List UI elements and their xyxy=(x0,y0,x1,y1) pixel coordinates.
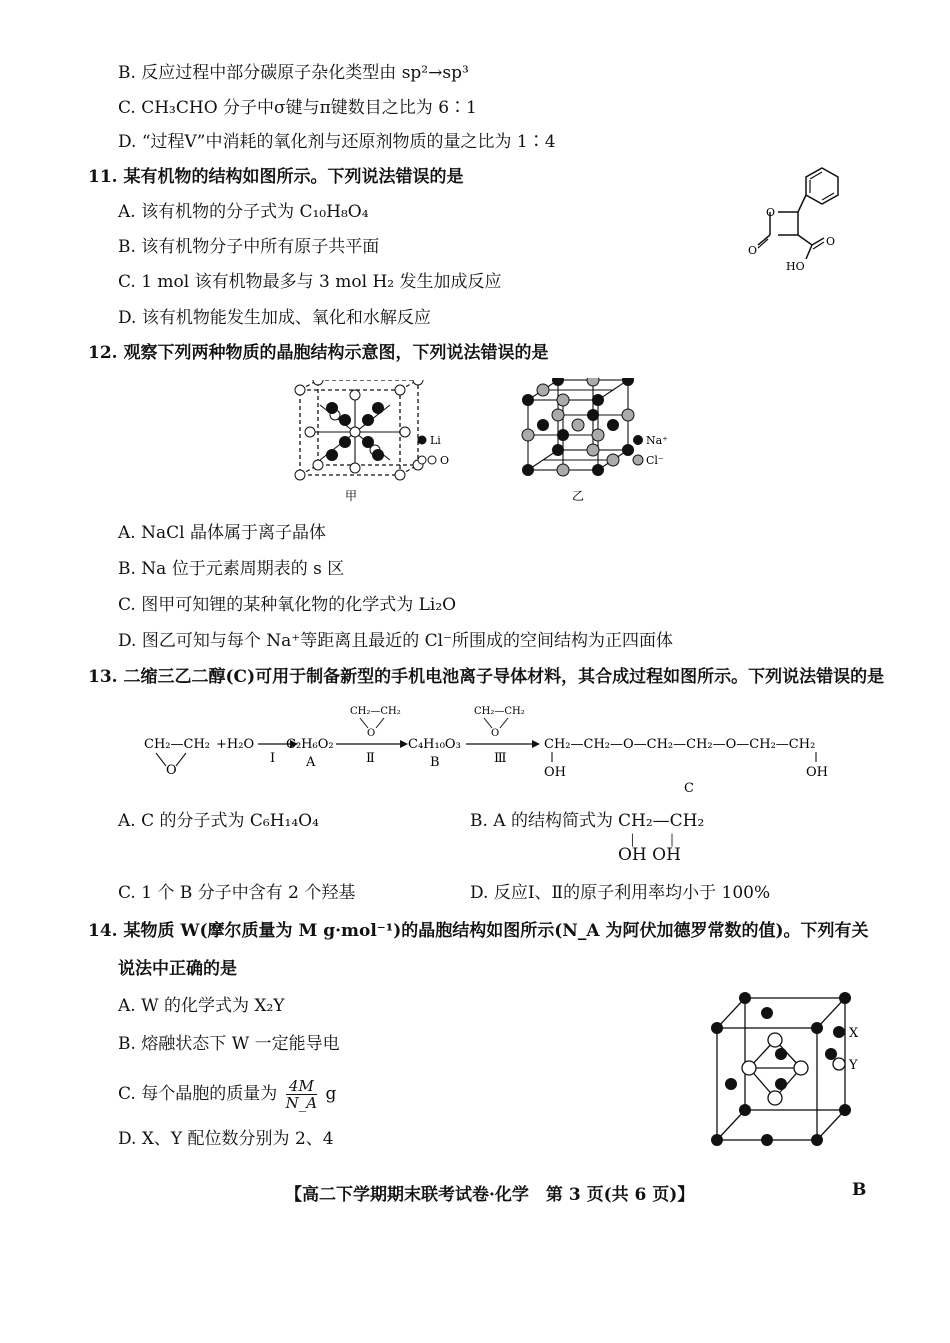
q11-stem: 11. 某有机物的结构如图所示。下列说法错误的是 xyxy=(88,167,464,187)
q14-option-a: A. W 的化学式为 X₂Y xyxy=(118,996,285,1016)
q13-c-label: C xyxy=(684,781,694,796)
q10-option-d: D. “过程Ⅴ”中消耗的氧化剂与还原剂物质的量之比为 1∶4 xyxy=(118,132,556,152)
q14-stem: 14. 某物质 W(摩尔质量为 M g·mol⁻¹)的晶胞结构如图所示(N_A 为阿伏加德罗常数的值)。下列有关 xyxy=(88,921,869,941)
q12-option-c: C. 图甲可知锂的某种氧化物的化学式为 Li₂O xyxy=(118,595,457,615)
q12-yi-caption: 乙 xyxy=(572,489,585,503)
q14-unit-cell-figure xyxy=(705,988,865,1153)
q13-reagent-2-oxygen: O xyxy=(491,728,500,739)
q13-stem: 13. 二缩三乙二醇(C)可用于制备新型的手机电池离子导体材料，其合成过程如图所示。下列说法错误的是 xyxy=(88,667,885,687)
q13-option-d: D. 反应Ⅰ、Ⅱ的原子利用率均小于 100% xyxy=(470,883,771,903)
q11-acid-oxygen: O xyxy=(826,235,836,248)
q12-figure-jia xyxy=(290,380,460,505)
q12-option-a: A. NaCl 晶体属于离子晶体 xyxy=(118,523,326,543)
q13-option-c: C. 1 个 B 分子中含有 2 个羟基 xyxy=(118,883,356,903)
q13-step3: Ⅲ xyxy=(494,751,507,766)
q13-a-formula: C₂H₆O₂ xyxy=(286,737,334,752)
q12-figure-yi xyxy=(518,378,678,506)
q14-legend-x: X xyxy=(849,1026,859,1041)
q10-option-c: C. CH₃CHO 分子中σ键与π键数目之比为 6∶1 xyxy=(118,98,477,118)
q13-plus-water: +H₂O xyxy=(216,737,255,752)
q13-option-b: B. A 的结构简式为 xyxy=(470,811,613,831)
q13-c-oh-left: OH xyxy=(544,765,566,780)
q12-option-d: D. 图乙可知与每个 Na⁺等距离且最近的 Cl⁻所围成的空间结构为正四面体 xyxy=(118,631,674,651)
q13-step1: Ⅰ xyxy=(270,751,276,766)
q13-scheme xyxy=(138,700,848,800)
q11-option-c: C. 1 mol 该有机物最多与 3 mol H₂ 发生加成反应 xyxy=(118,272,502,292)
q12-yi-legend-cl: Cl⁻ xyxy=(646,454,664,467)
q11-option-a: A. 该有机物的分子式为 C₁₀H₈O₄ xyxy=(118,202,369,222)
q12-jia-legend-li: Li xyxy=(430,434,441,447)
q12-yi-legend-na: Na⁺ xyxy=(646,434,668,447)
q14-stem-line2: 说法中正确的是 xyxy=(118,959,237,979)
q10-option-b: B. 反应过程中部分碳原子杂化类型由 sp²→sp³ xyxy=(118,63,469,83)
q14-option-c xyxy=(118,1078,336,1111)
q14-option-b: B. 熔融状态下 W 一定能导电 xyxy=(118,1034,340,1054)
q13-start-oxygen: O xyxy=(166,763,177,778)
q14-fraction-denominator: N_A xyxy=(285,1094,318,1112)
q13-option-a: A. C 的分子式为 C₆H₁₄O₄ xyxy=(118,811,319,831)
q13-c-formula: CH₂—CH₂—O—CH₂—CH₂—O—CH₂—CH₂ xyxy=(544,737,816,752)
q13-step2: Ⅱ xyxy=(366,751,375,766)
q13-b-label: B xyxy=(430,755,440,770)
q12-option-b: B. Na 位于元素周期表的 s 区 xyxy=(118,559,345,579)
q13-b-formula: C₄H₁₀O₃ xyxy=(408,737,461,752)
q12-jia-legend-o: O xyxy=(440,454,450,467)
q11-option-d: D. 该有机物能发生加成、氧化和水解反应 xyxy=(118,308,431,328)
q12-stem: 12. 观察下列两种物质的晶胞结构示意图，下列说法错误的是 xyxy=(88,343,549,363)
paper-version: B xyxy=(852,1180,867,1200)
q11-acid-oh: HO xyxy=(786,260,805,273)
q14-option-c-unit: g xyxy=(325,1084,337,1104)
q11-ring-oxygen: O xyxy=(766,206,776,219)
q13-start: CH₂—CH₂ xyxy=(144,737,210,752)
q13-option-b-bonds: │ │ xyxy=(629,834,676,847)
q13-reagent-1-oxygen: O xyxy=(367,728,376,739)
q12-jia-caption: 甲 xyxy=(345,489,358,503)
q14-option-d: D. X、Y 配位数分别为 2、4 xyxy=(118,1129,334,1149)
q14-option-c-text: C. 每个晶胞的质量为 xyxy=(118,1084,278,1104)
q13-option-b-structure: CH₂—CH₂ xyxy=(618,811,705,831)
q14-legend-y: Y xyxy=(849,1058,858,1073)
q13-option-b-oh: OH OH xyxy=(618,845,681,865)
q13-a-label: A xyxy=(306,755,316,770)
q14-fraction-numerator: 4M xyxy=(286,1078,317,1095)
q11-structure-figure xyxy=(740,160,850,280)
q14-mass-fraction xyxy=(286,1078,317,1111)
q13-reagent-2: CH₂—CH₂ xyxy=(474,706,525,717)
page-footer: 【高二下学期期末联考试卷·化学 第 3 页(共 6 页)】 xyxy=(285,1185,695,1205)
q11-option-b: B. 该有机物分子中所有原子共平面 xyxy=(118,237,380,257)
q11-ketone-oxygen: O xyxy=(748,244,758,257)
q13-c-oh-right: OH xyxy=(806,765,828,780)
q13-reagent-1: CH₂—CH₂ xyxy=(350,706,401,717)
